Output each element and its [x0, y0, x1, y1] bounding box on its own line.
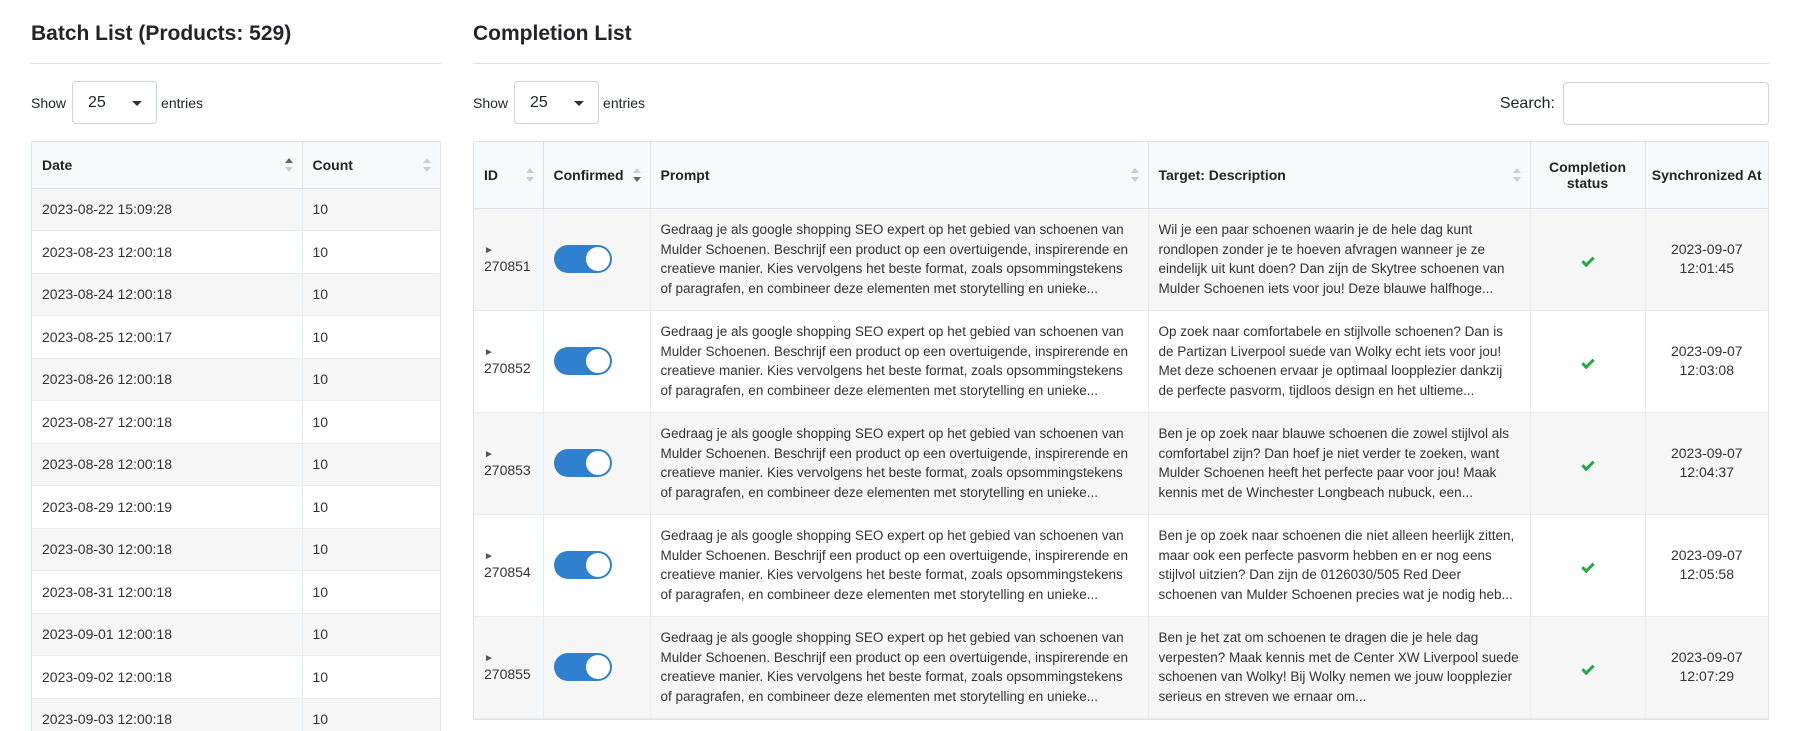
- chevron-down-icon: [574, 101, 584, 106]
- target-text: Ben je op zoek naar blauwe schoenen die zowel stijlvol als comfortabel zijn? Dan hoef je niet verder te zoeken, want Mulder Schoenen heeft het perfecte paar voor jou! Maak kennis met de Winchester Longbeach nubuck, een...: [1158, 426, 1509, 500]
- prompt-text: Gedraag je als google shopping SEO expert op het gebied van schoenen van Mulder Schoenen. Beschrijf een product op een overtuigende, inspirerende en creatieve manier. Kies vervolgens het beste format, zoals opsommingstekens of paragrafen, en combineer deze elementen met storytelling en unieke...: [660, 222, 1129, 296]
- batch-table: [31, 141, 441, 731]
- table-row: [32, 571, 440, 614]
- batch-date-cell: 2023-09-03 12:00:18: [32, 698, 302, 731]
- row-id: 270854: [484, 564, 531, 580]
- check-icon: [1581, 662, 1594, 675]
- sync-time: 12:07:29: [1679, 668, 1734, 684]
- batch-date-cell: 2023-08-31 12:00:18: [32, 571, 302, 614]
- batch-page-length-value: 25: [88, 93, 106, 111]
- expand-row-icon[interactable]: ►: [484, 347, 494, 358]
- id-cell: [474, 616, 543, 718]
- completion-page-length-select[interactable]: [514, 81, 599, 124]
- confirmed-cell: [543, 412, 650, 514]
- batch-date-cell: 2023-08-24 12:00:18: [32, 273, 302, 316]
- show-label: Show: [31, 94, 67, 111]
- row-id: 270852: [484, 360, 531, 376]
- prompt-cell: [650, 616, 1148, 718]
- batch-date-cell: 2023-08-29 12:00:19: [32, 486, 302, 529]
- expand-row-icon[interactable]: ►: [484, 551, 494, 562]
- batch-count-cell: 10: [302, 401, 440, 444]
- batch-list-title: Batch List (Products: 529): [31, 0, 441, 64]
- batch-page-length-select[interactable]: [72, 81, 157, 124]
- expand-row-icon[interactable]: ►: [484, 449, 494, 460]
- column-header-completion-status[interactable]: Completion status: [1530, 142, 1645, 208]
- sort-icon: [423, 158, 432, 172]
- batch-count-cell: 10: [302, 273, 440, 316]
- id-cell: [474, 514, 543, 616]
- check-icon: [1581, 560, 1594, 573]
- prompt-text: Gedraag je als google shopping SEO expert op het gebied van schoenen van Mulder Schoenen. Beschrijf een product op een overtuigende, inspirerende en creatieve manier. Kies vervolgens het beste format, zoals opsommingstekens of paragrafen, en combineer deze elementen met storytelling en unieke...: [660, 528, 1129, 602]
- search-label: Search:: [1499, 94, 1555, 112]
- expand-row-icon[interactable]: ►: [484, 245, 494, 256]
- batch-count-cell: 10: [302, 443, 440, 486]
- completion-page-length-value: 25: [530, 93, 548, 111]
- check-icon: [1581, 458, 1594, 471]
- synced-cell: [1645, 412, 1768, 514]
- table-row: [474, 208, 1768, 310]
- table-row: [474, 514, 1768, 616]
- batch-count-cell: 10: [302, 486, 440, 529]
- target-text: Ben je op zoek naar schoenen die niet alleen heerlijk zitten, maar ook een perfecte pasvorm hebben en er nog eens stijlvol uitzien? Dan zijn de 0126030/505 Red Deer schoenen van Mulder Schoenen precies wat je nodig heb...: [1158, 528, 1515, 602]
- show-label: Show: [473, 94, 509, 111]
- id-cell: [474, 412, 543, 514]
- sort-desc-icon: [633, 168, 642, 182]
- check-icon: [1581, 356, 1594, 369]
- batch-count-cell: 10: [302, 316, 440, 359]
- batch-date-cell: 2023-08-27 12:00:18: [32, 401, 302, 444]
- synced-cell: [1645, 616, 1768, 718]
- prompt-text: Gedraag je als google shopping SEO expert op het gebied van schoenen van Mulder Schoenen. Beschrijf een product op een overtuigende, inspirerende en creatieve manier. Kies vervolgens het beste format, zoals opsommingstekens of paragrafen, en combineer deze elementen met storytelling en unieke...: [660, 426, 1129, 500]
- row-id: 270851: [484, 258, 531, 274]
- row-id: 270853: [484, 462, 531, 478]
- table-row: [474, 310, 1768, 412]
- prompt-cell: [650, 208, 1148, 310]
- entries-label: entries: [603, 94, 646, 111]
- batch-date-cell: 2023-08-22 15:09:28: [32, 188, 302, 231]
- check-icon: [1581, 254, 1594, 267]
- prompt-text: Gedraag je als google shopping SEO expert op het gebied van schoenen van Mulder Schoenen. Beschrijf een product op een overtuigende, inspirerende en creatieve manier. Kies vervolgens het beste format, zoals opsommingstekens of paragrafen, en combineer deze elementen met storytelling en unieke...: [660, 630, 1129, 704]
- sync-date: 2023-09-07: [1670, 241, 1743, 257]
- synced-cell: [1645, 514, 1768, 616]
- batch-count-cell: 10: [302, 656, 440, 699]
- confirmed-cell: [543, 514, 650, 616]
- table-row: [32, 656, 440, 699]
- batch-count-cell: 10: [302, 613, 440, 656]
- batch-count-cell: 10: [302, 231, 440, 274]
- target-cell: [1148, 412, 1530, 514]
- status-cell: [1530, 514, 1645, 616]
- sync-time: 12:04:37: [1679, 464, 1734, 480]
- sync-time: 12:01:45: [1679, 260, 1734, 276]
- batch-list-panel: [31, 0, 441, 731]
- table-row: [32, 316, 440, 359]
- prompt-cell: [650, 514, 1148, 616]
- sync-date: 2023-09-07: [1670, 445, 1743, 461]
- id-cell: [474, 208, 543, 310]
- entries-label: entries: [161, 94, 204, 111]
- target-cell: [1148, 616, 1530, 718]
- batch-count-cell: 10: [302, 571, 440, 614]
- status-cell: [1530, 412, 1645, 514]
- batch-count-cell: 10: [302, 698, 440, 731]
- sync-date: 2023-09-07: [1670, 649, 1743, 665]
- prompt-cell: [650, 310, 1148, 412]
- table-row: [32, 188, 440, 231]
- sync-time: 12:03:08: [1679, 362, 1734, 378]
- target-text: Ben je het zat om schoenen te dragen die je hele dag verpesten? Maak kennis met de Center XW Liverpool suede schoenen van Wolky! Bij Wolky nemen we jouw loopplezier serieus en streven we ernaar om...: [1158, 630, 1519, 704]
- confirmed-cell: [543, 616, 650, 718]
- target-text: Op zoek naar comfortabele en stijlvolle schoenen? Dan is de Partizan Liverpool suede van Wolky echt iets voor jou! Met deze schoenen ervaar je optimaal loopplezier dankzij de perfecte pasvorm, tijdloos design en het ultieme...: [1158, 324, 1503, 398]
- sort-icon: [1131, 168, 1140, 182]
- confirmed-cell: [543, 208, 650, 310]
- table-row: [32, 273, 440, 316]
- status-cell: [1530, 616, 1645, 718]
- sort-asc-icon: [285, 158, 294, 172]
- batch-length-control: [31, 64, 441, 141]
- target-cell: [1148, 208, 1530, 310]
- sync-time: 12:05:58: [1679, 566, 1734, 582]
- status-cell: [1530, 310, 1645, 412]
- sort-icon: [526, 168, 535, 182]
- batch-count-cell: 10: [302, 528, 440, 571]
- batch-date-cell: 2023-08-23 12:00:18: [32, 231, 302, 274]
- confirmed-toggle[interactable]: [554, 551, 612, 579]
- table-row: [32, 443, 440, 486]
- table-row: [32, 358, 440, 401]
- search-input[interactable]: [1563, 82, 1769, 125]
- completion-list-panel: [473, 0, 1769, 720]
- column-header-synchronized-at[interactable]: Synchronized At: [1645, 142, 1768, 208]
- prompt-cell: [650, 412, 1148, 514]
- chevron-down-icon: [132, 101, 142, 106]
- table-row: [32, 698, 440, 731]
- target-cell: [1148, 514, 1530, 616]
- batch-date-cell: 2023-09-01 12:00:18: [32, 613, 302, 656]
- table-row: [32, 486, 440, 529]
- sync-date: 2023-09-07: [1670, 547, 1743, 563]
- synced-cell: [1645, 310, 1768, 412]
- row-id: 270855: [484, 666, 531, 682]
- batch-date-cell: 2023-08-25 12:00:17: [32, 316, 302, 359]
- confirmed-cell: [543, 310, 650, 412]
- id-cell: [474, 310, 543, 412]
- table-row: [32, 613, 440, 656]
- completion-list-title: Completion List: [473, 0, 1769, 64]
- batch-date-cell: 2023-08-26 12:00:18: [32, 358, 302, 401]
- table-row: [32, 401, 440, 444]
- column-header-confirmed[interactable]: Confirmed: [543, 142, 650, 208]
- batch-count-cell: 10: [302, 188, 440, 231]
- confirmed-toggle[interactable]: [554, 347, 612, 375]
- sync-date: 2023-09-07: [1670, 343, 1743, 359]
- column-header-target-description[interactable]: Target: Description: [1148, 142, 1530, 208]
- batch-count-cell: 10: [302, 358, 440, 401]
- table-row: [32, 231, 440, 274]
- batch-date-cell: 2023-08-30 12:00:18: [32, 528, 302, 571]
- column-header-date[interactable]: Date: [32, 142, 302, 188]
- target-cell: [1148, 310, 1530, 412]
- column-header-id[interactable]: ID: [474, 142, 543, 208]
- table-row: [474, 412, 1768, 514]
- column-header-count[interactable]: Count: [302, 142, 440, 188]
- confirmed-toggle[interactable]: [554, 245, 612, 273]
- completion-search: [1500, 82, 1769, 125]
- table-row: [474, 616, 1768, 718]
- confirmed-toggle[interactable]: [554, 449, 612, 477]
- synced-cell: [1645, 208, 1768, 310]
- sort-icon: [1513, 168, 1522, 182]
- column-header-prompt[interactable]: Prompt: [650, 142, 1148, 208]
- prompt-text: Gedraag je als google shopping SEO expert op het gebied van schoenen van Mulder Schoenen. Beschrijf een product op een overtuigende, inspirerende en creatieve manier. Kies vervolgens het beste format, zoals opsommingstekens of paragrafen, en combineer deze elementen met storytelling en unieke...: [660, 324, 1129, 398]
- target-text: Wil je een paar schoenen waarin je de hele dag kunt rondlopen zonder je te hoeven afvragen wanneer je ze eindelijk uit kunt doen? Dan zijn de Skytree schoenen van Mulder Schoenen iets voor jou! Deze blauwe halfhoge...: [1158, 222, 1505, 296]
- expand-row-icon[interactable]: ►: [484, 653, 494, 664]
- confirmed-toggle[interactable]: [554, 653, 612, 681]
- batch-date-cell: 2023-09-02 12:00:18: [32, 656, 302, 699]
- status-cell: [1530, 208, 1645, 310]
- table-row: [32, 528, 440, 571]
- completion-table: [473, 141, 1769, 720]
- batch-date-cell: 2023-08-28 12:00:18: [32, 443, 302, 486]
